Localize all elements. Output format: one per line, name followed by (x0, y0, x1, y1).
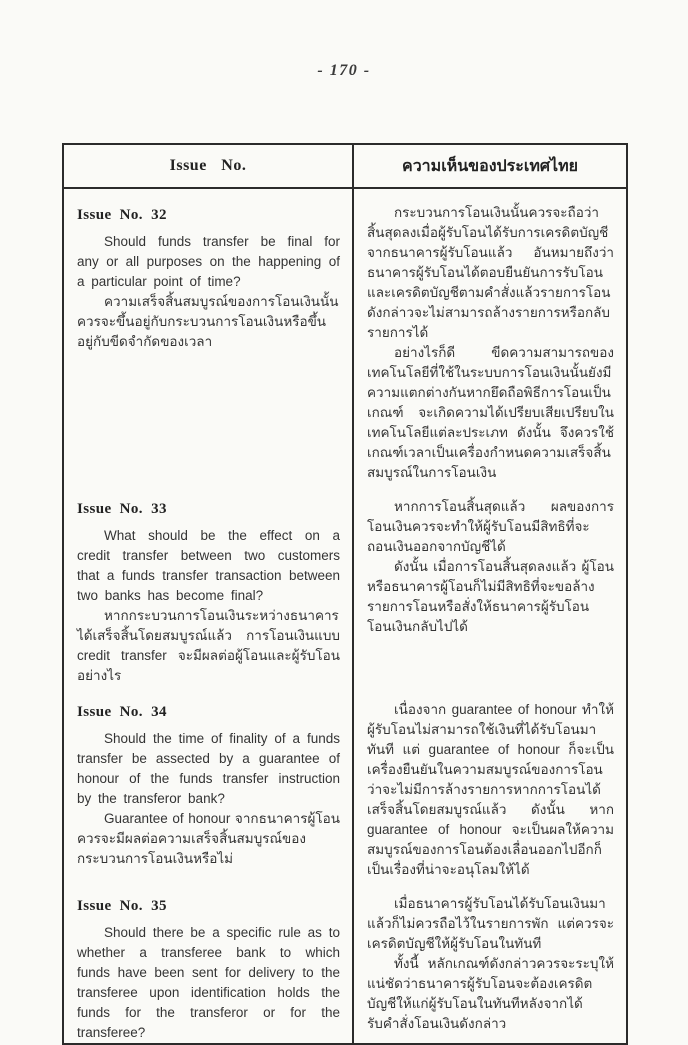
issue-32-opinion-paragraph: กระบวนการโอนเงินนั้นควรจะถือว่าสิ้นสุดลงเมื่อผู้รับโอนได้รับการเครดิตบัญชีจากธนาคารผู้รับโอนแล้ว อันหมายถึงว่า ธนาคารผู้รับโอนได้ตอบยืนยันการรับโอนและเครดิตบัญชีตามคำสั่งแล้วรายการโอนดังกล่าวจะไม่สามารถล้างรายการหรือกลับรายการได้ (367, 205, 614, 340)
issue-32-opinion-paragraph: อย่างไรก็ดี ขีดความสามารถของเทคโนโลยีที่ใช้ในระบบการโอนเงินนั้นยังมีความแตกต่างกันหากยึดถือพิธีการโอนเป็นเกณฑ์ จะเกิดความได้เปรียบเสียเปรียบในเทคโนโลยีแต่ละประเภท ดังนั้น จึงควรใช้เกณฑ์เวลาเป็นเครื่องกำหนดความเสร็จสิ้นสมบูรณ์ในการโอนเงิน (367, 345, 614, 480)
issue-32-question-cell (63, 188, 353, 483)
column-header-thai-opinion: ความเห็นของประเทศไทย (353, 144, 627, 188)
table-header (63, 144, 627, 188)
issue-32-question-th: ความเสร็จสิ้นสมบูรณ์ของการโอนเงินนั้นควรจะขึ้นอยู่กับกระบวนการโอนเงินหรือขึ้นอยู่กับขีดจำกัดของเวลา (77, 294, 339, 349)
issue-row-35 (63, 880, 627, 1044)
issue-35-opinion-paragraph: เมื่อธนาคารผู้รับโอนได้รับโอนเงินมาแล้วก็ไม่ควรถือไว้ในรายการพัก แต่ควรจะเครดิตบัญชีให้ผู้รับโอนในทันที (367, 896, 614, 951)
issue-32-heading: Issue No. 32 (77, 207, 167, 223)
issues-table (62, 143, 628, 1045)
issue-row-34 (63, 686, 627, 880)
issue-33-opinion-paragraph: ดังนั้น เมื่อการโอนสิ้นสุดลงแล้ว ผู้โอนหรือธนาคารผู้โอนก็ไม่มีสิทธิที่จะขอล้างรายการโอนหรือสั่งให้ธนาคารผู้รับโอน โอนเงินกลับไปได้ (367, 559, 614, 634)
issue-33-opinion-paragraph: หากการโอนสิ้นสุดแล้ว ผลของการโอนเงินควรจะทำให้ผู้รับโอนมีสิทธิที่จะถอนเงินออกจากบัญชีได้ (367, 499, 614, 554)
issue-35-question-en: Should there be a specific rule as to whether a transferee bank to which funds have been sent for delivery to the transferee upon identification holds the funds for the transferor or for the transferee? (77, 925, 340, 1040)
column-header-issue-no: Issue No. (63, 144, 353, 188)
issue-32-question-en: Should funds transfer be final for any or all purposes on the happening of a particular point of time? (77, 234, 340, 289)
issue-34-opinion-cell (353, 686, 627, 880)
issue-33-question-th: หากกระบวนการโอนเงินระหว่างธนาคารได้เสร็จสิ้นโดยสมบูรณ์แล้ว การโอนเงินแบบ credit transfer จะมีผลต่อผู้โอนและผู้รับโอนอย่างไร (77, 608, 340, 683)
issue-35-opinion-paragraph: ทั้งนี้ หลักเกณฑ์ดังกล่าวควรจะระบุให้แน่ชัดว่าธนาคารผู้รับโอนจะต้องเครดิตบัญชีให้แก่ผู้รับโอนในทันทีหลังจากได้รับคำสั่งโอนเงินดังกล่าว (367, 956, 614, 1031)
issue-34-question-th: Guarantee of honour จากธนาคารผู้โอนควรจะมีผลต่อความเสร็จสิ้นสมบูรณ์ของกระบวนการโอนเงินหรือไม่ (77, 811, 340, 866)
issue-33-opinion-cell (353, 483, 627, 686)
issue-35-question-cell (63, 880, 353, 1044)
issue-32-opinion-cell (353, 188, 627, 483)
issue-35-heading: Issue No. 35 (77, 898, 167, 914)
issue-34-opinion-paragraph: เนื่องจาก guarantee of honour ทำให้ผู้รับโอนไม่สามารถใช้เงินที่ได้รับโอนมาทันที แต่ guarantee of honour ก็จะเป็นเครื่องยืนยันในความสมบูรณ์ของการโอนว่าจะไม่มีการล้างรายการหากการโอนได้เสร็จสิ้นโดยสมบูรณ์แล้ว ดังนั้น หาก guarantee of honour จะเป็นผลให้ความสมบูรณ์ของการโอนต้องเลื่อนออกไปอีกก็เป็นเรื่องที่น่าจะอนุโลมให้ได้ (367, 702, 614, 877)
issue-33-question-cell (63, 483, 353, 686)
issue-34-question-en: Should the time of finality of a funds transfer be assected by a guarantee of honour of the funds transfer instruction by the transferor bank? (77, 731, 340, 806)
issue-row-32 (63, 188, 627, 483)
page-number: - 170 - (317, 62, 371, 79)
issue-34-heading: Issue No. 34 (77, 704, 167, 720)
issue-35-opinion-cell (353, 880, 627, 1044)
issue-row-33 (63, 483, 627, 686)
issue-33-question-en: What should be the effect on a credit transfer between two customers that a funds transfer transaction between two banks has become final? (77, 528, 340, 603)
issue-33-heading: Issue No. 33 (77, 501, 167, 517)
issue-34-question-cell (63, 686, 353, 880)
